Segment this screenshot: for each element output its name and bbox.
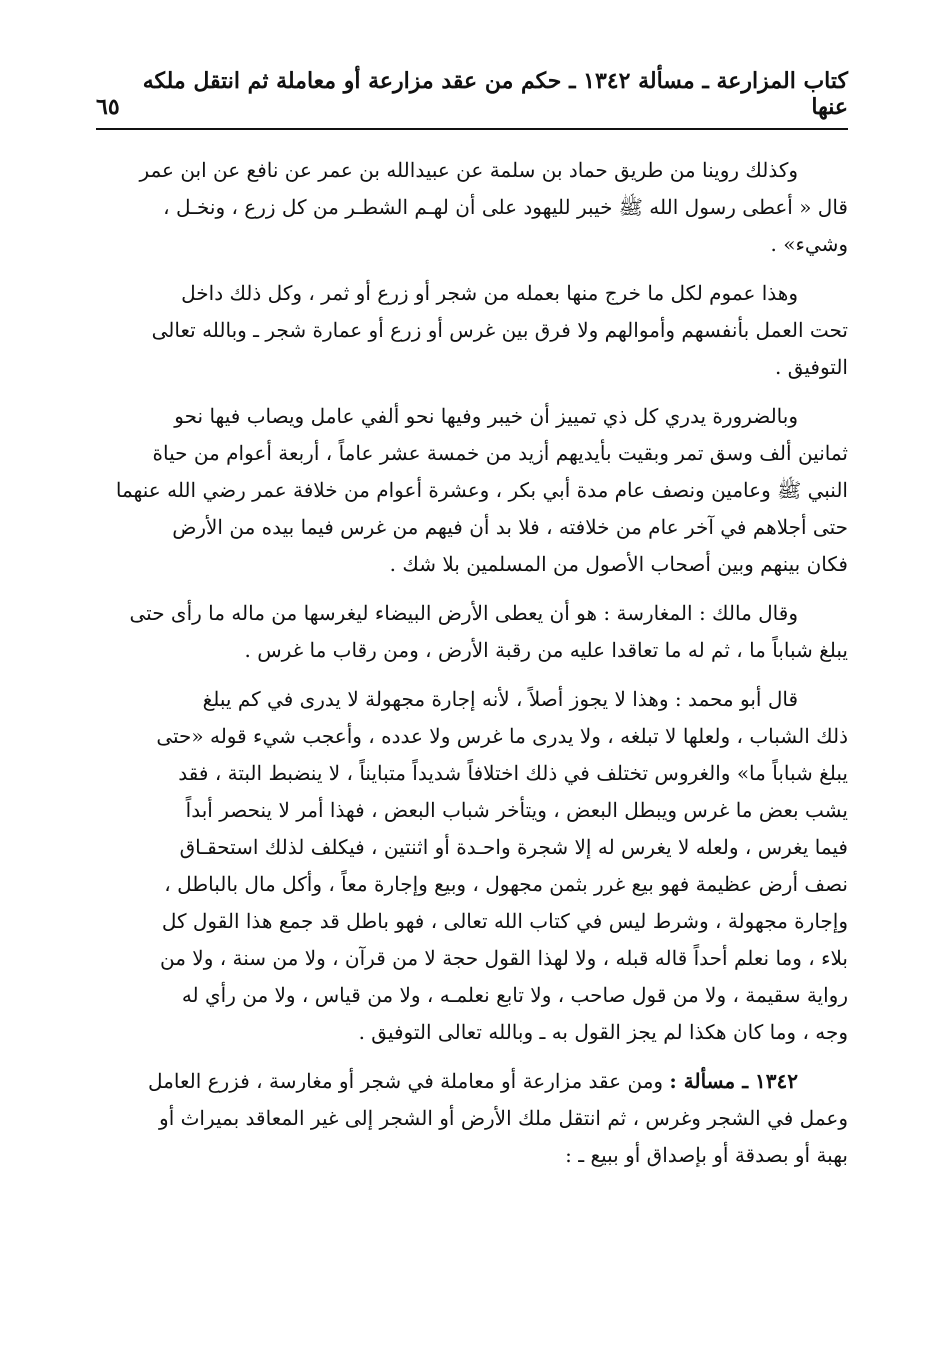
text-line: يشب بعض ما غرس ويبطل البعض ، ويتأخر شباب البعض ، فهذا أمر لا ينحصر أبداً	[185, 798, 848, 822]
header-divider	[96, 128, 848, 130]
paragraph	[100, 152, 848, 263]
text-line: التوفيق .	[774, 355, 848, 379]
running-header	[96, 68, 848, 120]
paragraph	[100, 681, 848, 1051]
masala-text: ومن عقد مزارعة أو معاملة في شجر أو مغارسة ، فزرع العامل	[148, 1069, 664, 1093]
page-body	[100, 152, 848, 1186]
masala-label: ١٣٤٢ ـ مسألة :	[669, 1069, 798, 1093]
text-line: وعمل في الشجر وغرس ، ثم انتقل ملك الأرض أو الشجر إلى غير المعاقد بميراث أو	[159, 1106, 848, 1130]
text-line: يبلغ شباباً ما» والغروس تختلف في ذلك اختلافاً شديداً متبايناً ، لا ينضبط البتة ، فقد	[178, 761, 848, 785]
text-line: رواية سقيمة ، ولا من قول صاحب ، ولا تابع نعلمـه ، ولا من قياس ، ولا من رأي له	[181, 983, 848, 1007]
text-line: وهذا عموم لكل ما خرج منها بعمله من شجر أو زرع أو ثمر ، وكل ذلك داخل	[181, 281, 798, 305]
text-line: النبي ﷺ وعامين ونصف عام مدة أبي بكر ، وعشرة أعوام من خلافة عمر رضي الله عنهما	[115, 478, 848, 502]
text-line: قال « أعطى رسول الله ﷺ خيبر لليهود على أن لهـم الشطـر من كل زرع ، ونخـل ،	[163, 195, 848, 219]
text-line: قال أبو محمد : وهذا لا يجوز أصلاً ، لأنه إجارة مجهولة لا يدرى في كم يبلغ	[202, 687, 798, 711]
page-number: ٦٥	[96, 94, 120, 120]
text-line	[100, 1063, 848, 1100]
text-line: بلاء ، وما نعلم أحداً قاله قبله ، ولا لهذا القول حجة لا من قرآن ، ولا من سنة ، ولا من	[160, 946, 848, 970]
text-line: ذلك الشباب ، ولعلها لا تبلغه ، ولا يدرى ما غرس ولا عدده ، وأعجب شيء قوله «حتى	[156, 724, 848, 748]
text-line: وقال مالك : المغارسة : هو أن يعطى الأرض البيضاء ليغرسها من ماله ما رأى حتى	[129, 601, 798, 625]
text-line: فكان بينهم وبين أصحاب الأصول من المسلمين بلا شك .	[389, 552, 848, 576]
text-line: تحت العمل بأنفسهم وأموالهم ولا فرق بين غرس أو زرع أو عمارة شجر ـ وبالله تعالى	[151, 318, 848, 342]
paragraph	[100, 595, 848, 669]
text-line: وجه ، وما كان هكذا لم يجز القول به ـ وبالله تعالى التوفيق .	[358, 1020, 848, 1044]
text-line: وبالضرورة يدري كل ذي تمييز أن خيبر وفيها نحو ألفي عامل ويصاب فيها نحو	[174, 404, 798, 428]
header-title: كتاب المزارعة ـ مسألة ١٣٤٢ ـ حكم من عقد مزارعة أو معاملة ثم انتقل ملكه عنها	[142, 68, 848, 120]
masala-paragraph	[100, 1063, 848, 1174]
text-line: وشيء» .	[770, 232, 848, 256]
text-line: حتى أجلاهم في آخر عام من خلافته ، فلا بد أن فيهم من غرس فيما بيده من الأرض	[172, 515, 848, 539]
text-line: ثمانين ألف وسق تمر وبقيت بأيديهم أزيد من خمسة عشر عاماً ، أربعة أعوام من حياة	[152, 441, 848, 465]
paragraph	[100, 275, 848, 386]
text-line: نصف أرض عظيمة فهو بيع غرر بثمن مجهول ، وبيع وإجارة معاً ، وأكل مال بالباطل ،	[164, 872, 848, 896]
text-line: بهبة أو بصدقة أو بإصداق أو ببيع ـ :	[565, 1143, 848, 1167]
text-line: وإجارة مجهولة ، وشرط ليس في كتاب الله تعالى ، فهو باطل قد جمع هذا القول كل	[161, 909, 848, 933]
text-line: فيما يغرس ، ولعله لا يغرس له إلا شجرة واحـدة أو اثنتين ، فيكلف لذلك استحقـاق	[179, 835, 848, 859]
paragraph	[100, 398, 848, 583]
text-line: يبلغ شباباً ما ، ثم له ما تعاقدا عليه من رقبة الأرض ، ومن رقاب ما غرس .	[244, 638, 848, 662]
text-line: وكذلك روينا من طريق حماد بن سلمة عن عبيدالله بن عمر عن نافع عن ابن عمر	[139, 158, 798, 182]
